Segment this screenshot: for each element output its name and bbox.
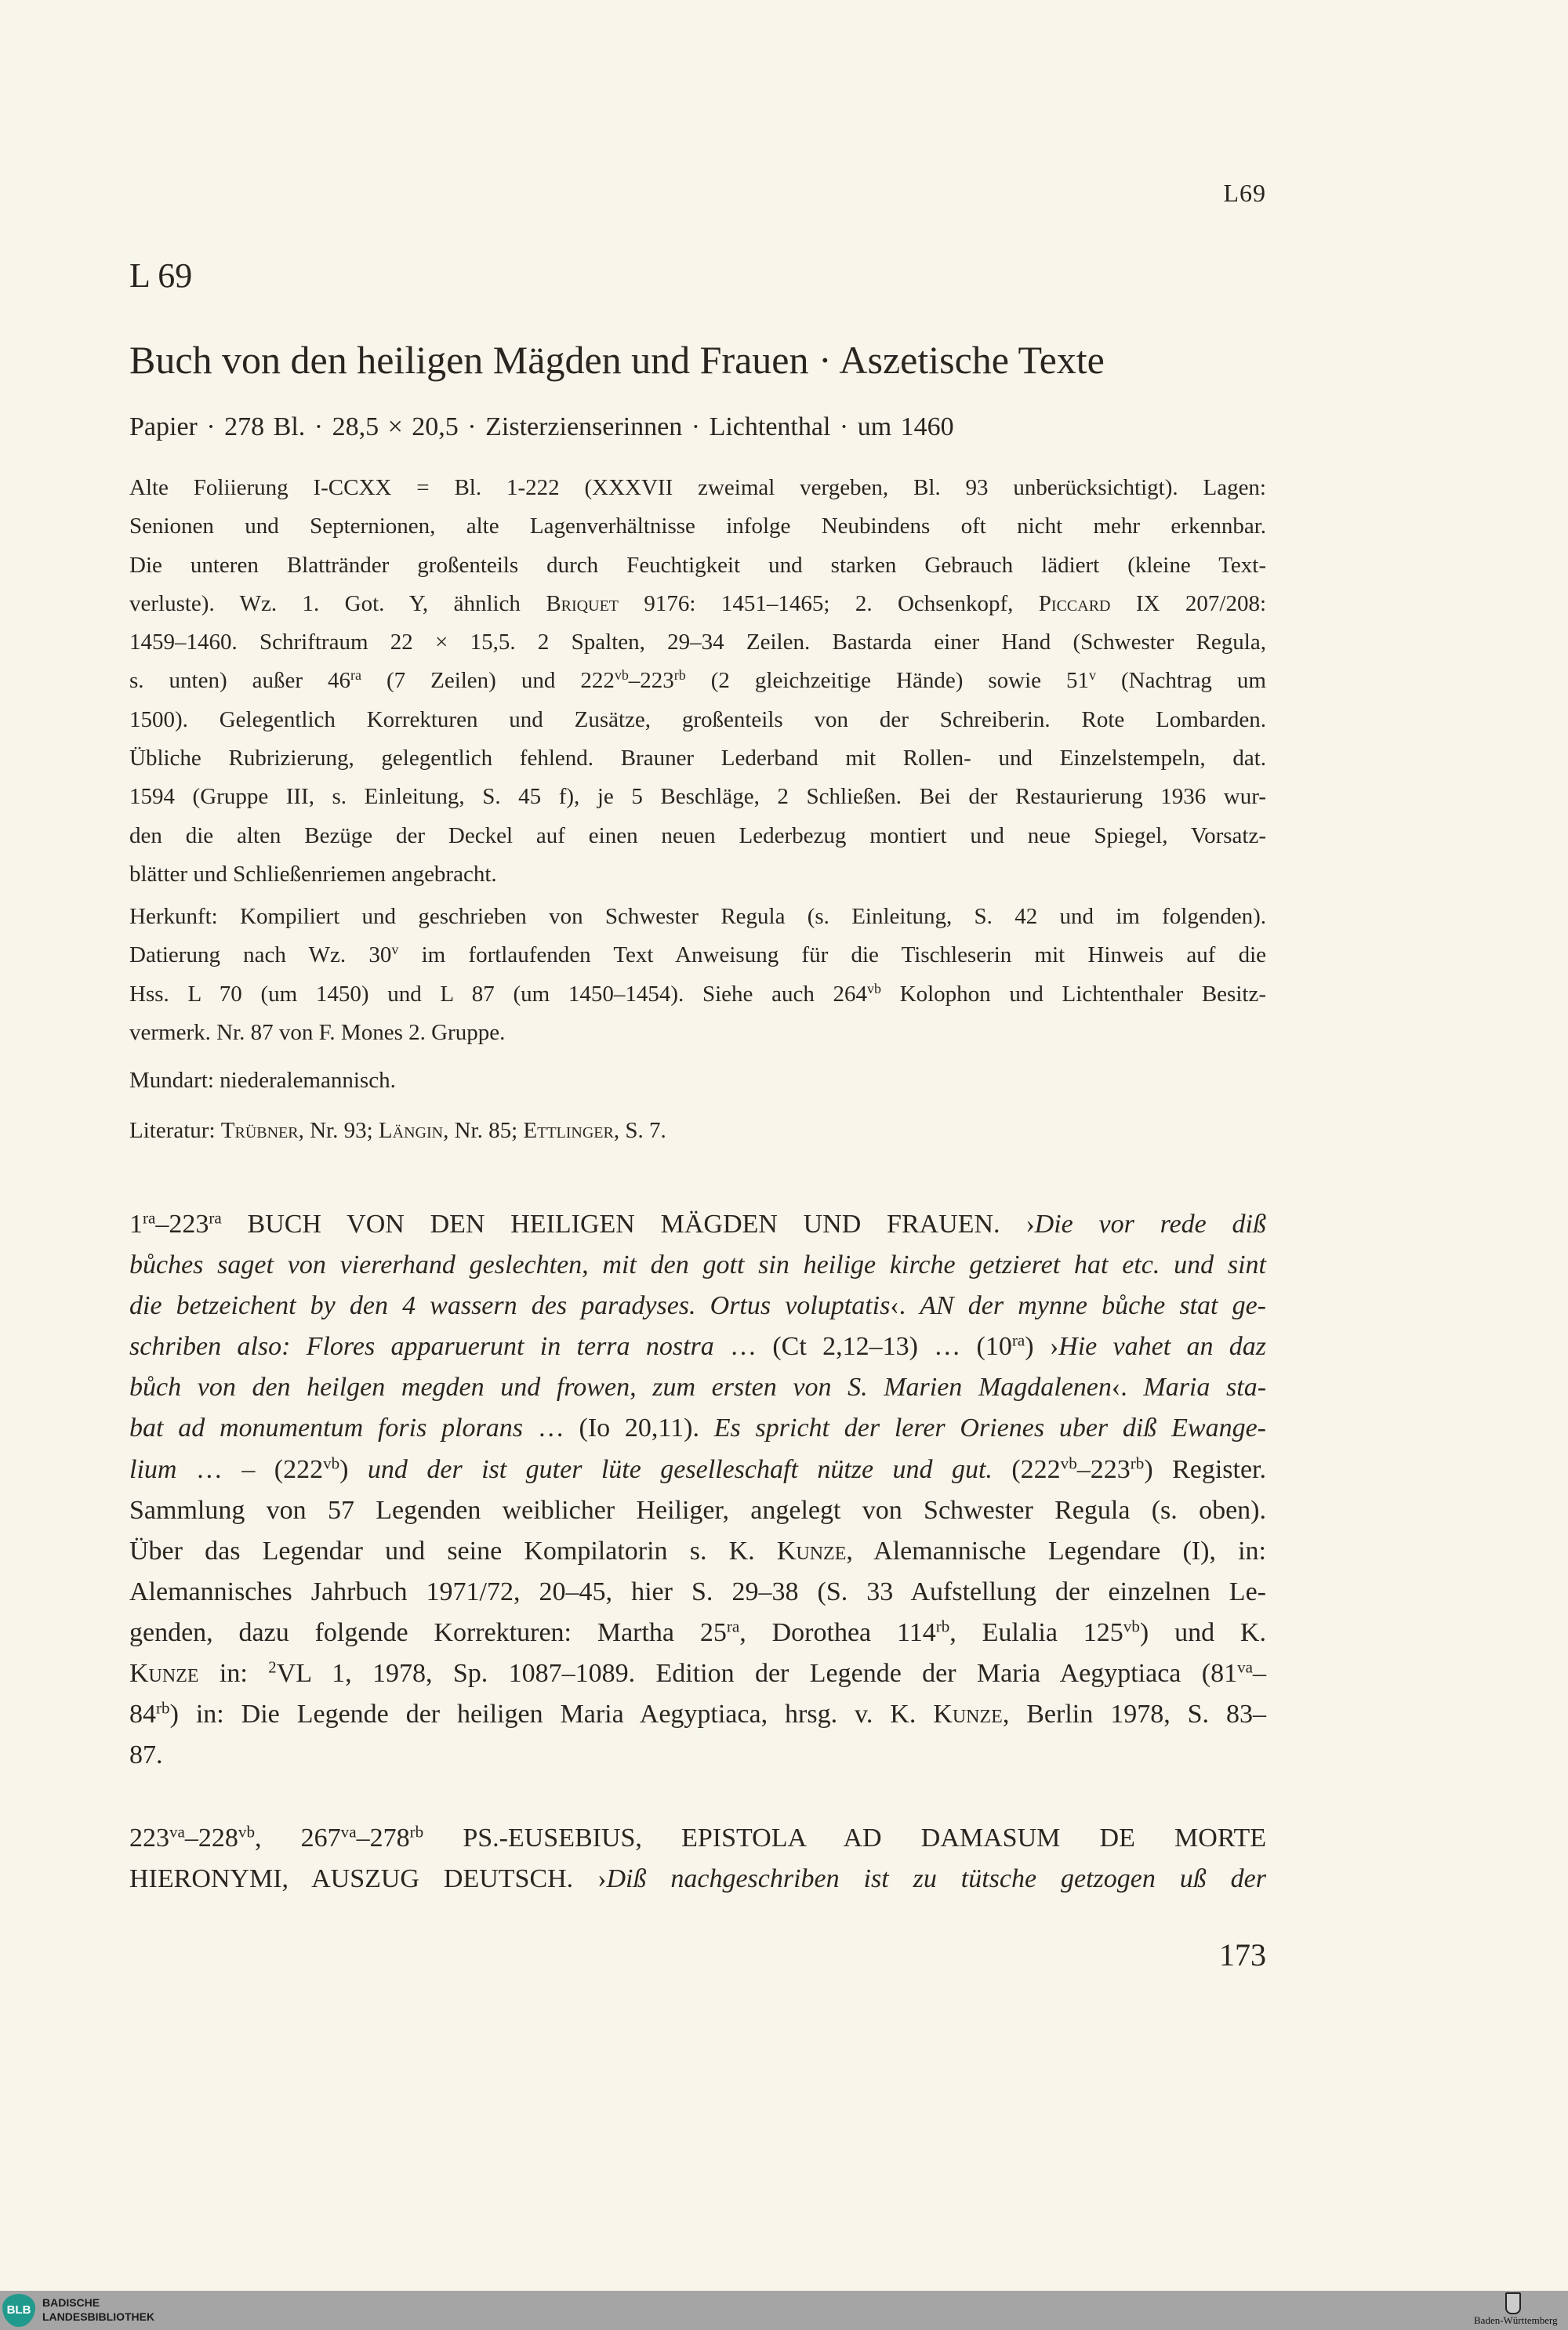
text-line (129, 855, 1266, 894)
text-run: – (1253, 1659, 1266, 1689)
folio-superscript: rb (935, 1617, 950, 1636)
content-entry-1 (129, 1204, 1266, 1776)
text-run: BUCH VON DEN HEILIGEN MÄGDEN UND FRAUEN. › (221, 1210, 1035, 1239)
text-run: 87. (129, 1740, 163, 1770)
text-run: ) (339, 1454, 368, 1484)
coat-of-arms-icon (1505, 2292, 1521, 2314)
text-line (129, 1490, 1266, 1531)
folio-superscript: ra (350, 667, 361, 684)
text-run: 1 (129, 1210, 143, 1239)
text-run: (2 gleichzeitige Hände) sowie 51 (685, 668, 1090, 694)
text-line (129, 1286, 1266, 1327)
text-run: im fortlaufenden Text Anweisung für die Tischleserin mit Hinweis auf die (398, 942, 1267, 968)
folio-superscript: va (340, 1822, 357, 1842)
dialect-paragraph (129, 1062, 1266, 1100)
folio-superscript: vb (614, 667, 629, 684)
text-line (129, 975, 1266, 1014)
folio-superscript: 2 (268, 1657, 277, 1677)
text-run: –223 (1076, 1454, 1131, 1484)
text-run: Die unteren Blattränder großenteils durch Feuchtigkeit und starken Gebrauch lädiert (kleine Text- (129, 552, 1266, 578)
author-name: Kunze (776, 1536, 847, 1566)
text-run: … (Io 20,11). (522, 1414, 714, 1443)
text-line (129, 1245, 1266, 1286)
text-run: ) und K. (1139, 1617, 1266, 1647)
folio-superscript: vb (323, 1453, 340, 1472)
text-run: , 267 (254, 1824, 341, 1853)
folio-superscript: vb (238, 1822, 255, 1842)
text-run: Alemannisches Jahrbuch 1971/72, 20–45, hier S. 29–38 (S. 33 Aufstellung der einzelnen Le- (129, 1577, 1266, 1606)
text-run: ‹. (890, 1291, 920, 1321)
text-line (129, 585, 1266, 623)
text-line (129, 1367, 1266, 1408)
text-run: ) › (1025, 1332, 1059, 1362)
author-name: Trübner (220, 1118, 299, 1143)
folio-superscript: vb (867, 980, 881, 996)
text-line (129, 1613, 1266, 1653)
text-line (129, 778, 1266, 816)
author-name: Ettlinger (523, 1118, 614, 1143)
text-run: –228 (184, 1824, 238, 1853)
text-line (129, 1735, 1266, 1776)
text-run: Hss. L 70 (um 1450) und L 87 (um 1450–1454). Siehe auch 264 (129, 981, 868, 1007)
text-line (129, 1694, 1266, 1735)
text-line (129, 898, 1266, 936)
text-run: … – (222 (176, 1454, 324, 1484)
folio-superscript: rb (673, 667, 686, 684)
text-run: , Eulalia 125 (949, 1617, 1123, 1647)
text-line (129, 1572, 1266, 1613)
text-run: HIERONYMI, AUSZUG DEUTSCH. › (129, 1864, 607, 1894)
quoted-incipit: schriben also: Flores apparuerunt in terra nostra (129, 1332, 714, 1362)
text-run: ) in: Die Legende der heiligen Maria Aegyptiaca, hrsg. v. K. (169, 1700, 934, 1729)
text-line (129, 1204, 1266, 1245)
text-run: PS.-EUSEBIUS, EPISTOLA AD DAMASUM DE MORTE (423, 1824, 1267, 1853)
manuscript-summary: Papier · 278 Bl. · 28,5 × 20,5 · Zisterzienserinnen · Lichtenthal · um 1460 (129, 412, 954, 441)
text-line (129, 701, 1266, 739)
quoted-incipit: Maria sta- (1143, 1373, 1267, 1403)
text-run: 1459–1460. Schriftraum 22 × 15,5. 2 Spalten, 29–34 Zeilen. Bastarda einer Hand (Schwester Regula, (129, 630, 1266, 655)
folio-superscript: rb (409, 1822, 424, 1842)
text-run: Herkunft: Kompiliert und geschrieben von Schwester Regula (s. Einleitung, S. 42 und im folgenden). (129, 904, 1266, 929)
quoted-incipit: bat ad monumentum foris plorans (129, 1414, 523, 1443)
folio-superscript: v (1089, 667, 1097, 684)
text-run: Mundart: niederalemannisch. (129, 1068, 396, 1093)
quoted-incipit: Es spricht der lerer Orienes uber diß Ewange- (713, 1414, 1266, 1443)
text-line (129, 739, 1266, 778)
folio-superscript: va (169, 1822, 185, 1842)
text-run: IX 207/208: (1110, 590, 1267, 616)
text-run: Senionen und Septernionen, alte Lagenverhältnisse infolge Neubindens oft nicht mehr erkennbar. (129, 514, 1266, 539)
text-run: ‹. (1111, 1373, 1144, 1403)
text-line (129, 1653, 1266, 1694)
text-run: –223 (628, 668, 674, 694)
library-name-line2: LANDESBIBLIOTHEK (42, 2310, 155, 2323)
folio-superscript: ra (726, 1617, 740, 1636)
text-line (129, 1408, 1266, 1449)
folio-superscript: rb (156, 1698, 170, 1718)
running-head: L69 (1223, 179, 1266, 207)
text-line (129, 936, 1266, 974)
state-label: Baden-Württemberg (1474, 2314, 1558, 2326)
text-run: ) Register. (1144, 1454, 1266, 1484)
text-run: 1594 (Gruppe III, s. Einleitung, S. 45 f), je 5 Beschläge, 2 Schließen. Bei der Restaurierung 1936 wur- (129, 784, 1266, 810)
text-run: , S. 7. (613, 1118, 666, 1143)
library-name[interactable] (42, 2296, 154, 2324)
text-run: 1500). Gelegentlich Korrekturen und Zusätze, großenteils von der Schreiberin. Rote Lombarden. (129, 706, 1266, 732)
folio-superscript: ra (143, 1208, 156, 1228)
author-name: Kunze (933, 1700, 1003, 1729)
text-run: Über das Legendar und seine Kompilatorin s. K. (129, 1536, 777, 1566)
folio-superscript: ra (1011, 1330, 1025, 1350)
text-run: Übliche Rubrizierung, gelegentlich fehlend. Brauner Lederband mit Rollen- und Einzelstempeln, dat. (129, 746, 1266, 771)
page-title: Buch von den heiligen Mägden und Frauen · Aszetische Texte (129, 338, 1105, 382)
text-line (129, 1112, 1266, 1150)
text-run: , Alemannische Legendare (I), in: (846, 1536, 1266, 1566)
text-run: 9176: 1451–1465; 2. Ochsenkopf, (619, 590, 1039, 616)
author-name: Längin (378, 1118, 444, 1143)
text-run: –278 (356, 1824, 410, 1853)
text-run: , Nr. 85; (443, 1118, 524, 1143)
folio-superscript: v (391, 942, 399, 958)
text-run: in: (198, 1659, 269, 1689)
text-line (129, 507, 1266, 546)
page-number: 173 (1219, 1937, 1266, 1973)
text-run: s. unten) außer 46 (129, 668, 350, 694)
author-name: Piccard (1038, 590, 1111, 616)
text-run: … (Ct 2,12–13) … (10 (713, 1332, 1012, 1362)
text-run: , Berlin 1978, S. 83– (1002, 1700, 1266, 1729)
physical-description (129, 469, 1266, 894)
folio-superscript: ra (209, 1208, 222, 1228)
text-run: –223 (155, 1210, 209, 1239)
text-run: Datierung nach Wz. 30 (129, 942, 392, 968)
quoted-incipit: Hie vahet an daz (1058, 1332, 1267, 1362)
quoted-incipit: bůch von den heilgen megden und frowen, zum ersten von S. Marien Magdalenen (129, 1373, 1112, 1403)
folio-superscript: vb (1123, 1617, 1140, 1636)
text-line (129, 546, 1266, 585)
content-entry-2 (129, 1818, 1266, 1900)
provenance-paragraph (129, 898, 1266, 1052)
folio-superscript: rb (1130, 1453, 1145, 1472)
author-name: Briquet (546, 590, 619, 616)
text-run: (7 Zeilen) und 222 (361, 668, 615, 694)
text-line (129, 1859, 1266, 1900)
text-line (129, 1450, 1266, 1490)
quoted-incipit: Die vor rede diß (1034, 1210, 1266, 1239)
text-run: , Dorothea 114 (739, 1617, 936, 1647)
text-line (129, 1818, 1266, 1859)
text-run: 223 (129, 1824, 169, 1853)
text-run: Alte Foliierung I-CCXX = Bl. 1-222 (XXXVII zweimal vergeben, Bl. 93 unberücksichtigt). Lagen: (129, 475, 1266, 500)
text-run: (Nachtrag um (1096, 668, 1266, 694)
text-run: Kolophon und Lichtenthaler Besitz- (880, 981, 1266, 1007)
text-run: vermerk. Nr. 87 von F. Mones 2. Gruppe. (129, 1019, 506, 1045)
text-run: genden, dazu folgende Korrekturen: Martha 25 (129, 1617, 727, 1647)
quoted-incipit: lium (129, 1454, 177, 1484)
literature-paragraph (129, 1112, 1266, 1150)
folio-superscript: va (1237, 1657, 1253, 1677)
text-run: , Nr. 93; (298, 1118, 379, 1143)
text-run: VL 1, 1978, Sp. 1087–1089. Edition der Legende der Maria Aegyptiaca (81 (276, 1659, 1238, 1689)
text-line (129, 469, 1266, 507)
manuscript-signature: L 69 (129, 256, 193, 295)
quoted-incipit: bůches saget von viererhand geslechten, mit den gott sin heilige kirche getzieret hat etc. und sint (129, 1250, 1266, 1280)
author-name: Kunze (129, 1659, 199, 1689)
text-run: Sammlung von 57 Legenden weiblicher Heiliger, angelegt von Schwester Regula (s. oben). (129, 1495, 1266, 1525)
quoted-incipit: die betzeichent by den 4 wassern des paradyses. Ortus voluptatis (129, 1291, 891, 1321)
folio-superscript: vb (1060, 1453, 1077, 1472)
text-line (129, 623, 1266, 662)
text-run: (222 (992, 1454, 1061, 1484)
quoted-incipit: und der ist guter lüte geselleschaft nütze und gut. (367, 1454, 993, 1484)
text-run: den die alten Bezüge der Deckel auf einen neuen Lederbezug montiert und neue Spiegel, Vorsatz- (129, 822, 1266, 848)
text-run: verluste). Wz. 1. Got. Y, ähnlich (129, 590, 546, 616)
library-name-line1: BADISCHE (42, 2296, 100, 2309)
footer-bar (0, 2291, 1568, 2330)
quoted-incipit: Diß nachgeschriben ist zu tütsche getzogen uß der (606, 1864, 1266, 1894)
quoted-incipit: AN der mynne bůche stat ge- (920, 1291, 1266, 1321)
text-run: blätter und Schließenriemen angebracht. (129, 861, 497, 887)
text-line (129, 817, 1266, 855)
text-line (129, 662, 1266, 700)
text-line (129, 1062, 1266, 1100)
blb-logo-icon[interactable]: BLB (2, 2294, 35, 2327)
text-line (129, 1531, 1266, 1572)
text-line (129, 1014, 1266, 1052)
text-line (129, 1327, 1266, 1367)
text-run: Literatur: (129, 1118, 221, 1143)
text-run: 84 (129, 1700, 156, 1729)
